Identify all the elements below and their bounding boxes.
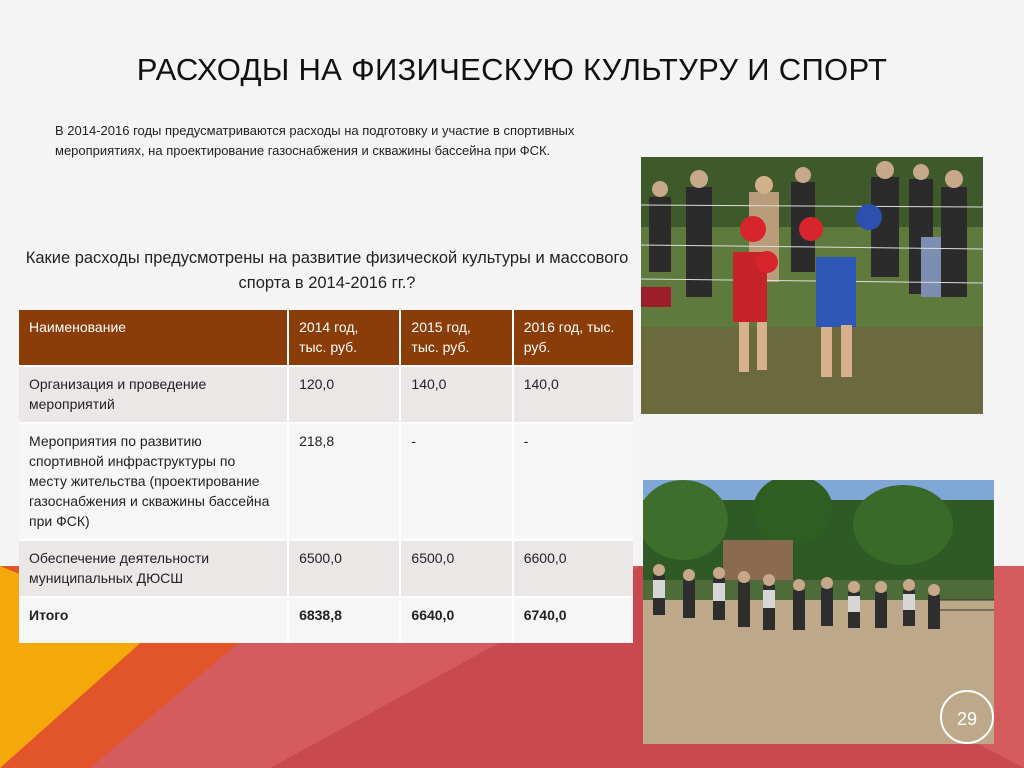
- cell-2016: -: [513, 423, 633, 540]
- header-2014: 2014 год, тыс. руб.: [288, 310, 400, 366]
- table-header-row: [19, 310, 633, 366]
- header-name: Наименование: [19, 310, 288, 366]
- cell-2015: 140,0: [400, 366, 512, 423]
- table-row: [19, 366, 633, 423]
- cell-2016: 140,0: [513, 366, 633, 423]
- question-text: Какие расходы предусмотрены на развитие физической культуры и массового спорта в 2014-2016 гг.?: [25, 249, 629, 292]
- expenses-table: [19, 310, 633, 643]
- cell-name: Организация и проведение мероприятий: [19, 366, 288, 423]
- cell-2015: 6640,0: [400, 597, 512, 643]
- slide-title: РАСХОДЫ НА ФИЗИЧЕСКУЮ КУЛЬТУРУ И СПОРТ: [136, 52, 888, 87]
- cell-2015: -: [400, 423, 512, 540]
- cell-2014: 218,8: [288, 423, 400, 540]
- cell-name: Мероприятия по развитию спортивной инфраструктуры по месту жительства (проектирование газоснабжения и скважины бассейна при ФСК): [19, 423, 288, 540]
- intro-text: В 2014-2016 годы предусматриваются расходы на подготовку и участие в спортивных мероприятиях, на проектирование газоснабжения и скважины бассейна при ФСК.: [55, 123, 575, 158]
- table-row: [19, 423, 633, 540]
- cell-2014: 6500,0: [288, 540, 400, 597]
- page-number: 29: [940, 690, 994, 744]
- cell-2014: 6838,8: [288, 597, 400, 643]
- header-2016: 2016 год, тыс. руб.: [513, 310, 633, 366]
- running-photo: [643, 480, 994, 744]
- cell-name: Обеспечение деятельности муниципальных ДЮСШ: [19, 540, 288, 597]
- table-row: [19, 540, 633, 597]
- cell-2014: 120,0: [288, 366, 400, 423]
- cell-2015: 6500,0: [400, 540, 512, 597]
- cell-2016: 6600,0: [513, 540, 633, 597]
- table-row-total: [19, 597, 633, 643]
- header-2015: 2015 год, тыс. руб.: [400, 310, 512, 366]
- cell-2016: 6740,0: [513, 597, 633, 643]
- cell-name: Итого: [19, 597, 288, 643]
- boxing-photo: [641, 157, 983, 414]
